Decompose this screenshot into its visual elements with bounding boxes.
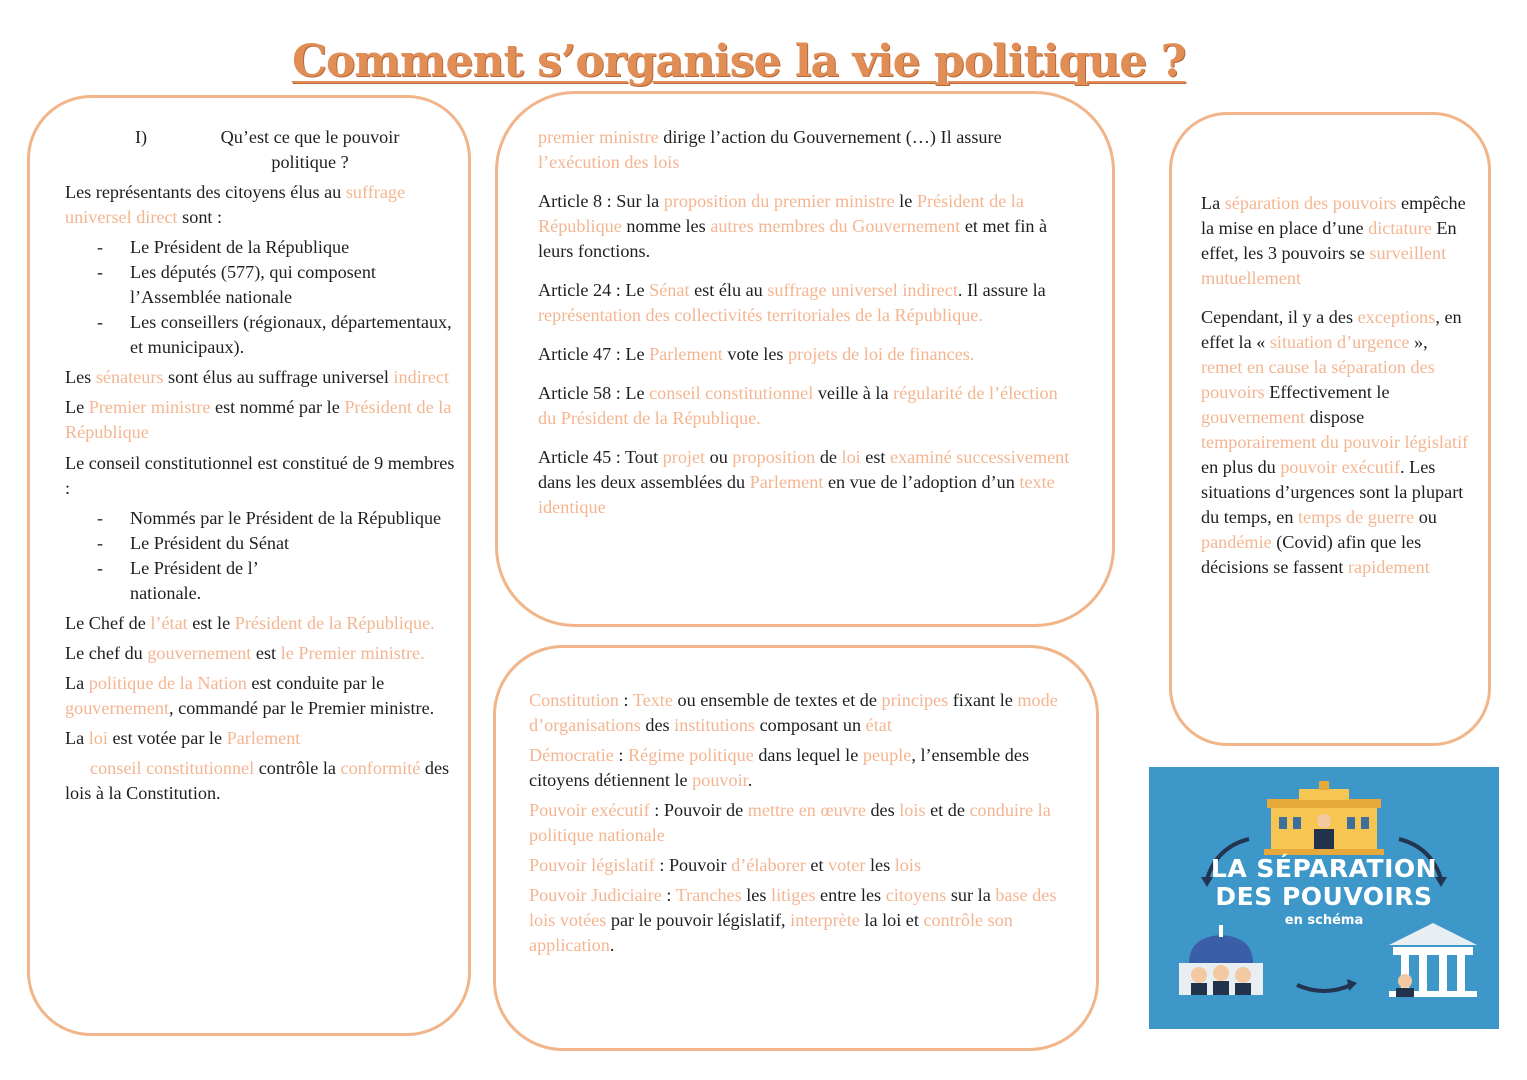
b1-list-conseil <box>65 506 460 606</box>
section-heading <box>135 125 460 175</box>
poster-title <box>1149 855 1499 911</box>
list-item: - Les conseillers (régionaux, départementaux, et municipaux). <box>97 312 452 357</box>
b1-paragraph-3: Le Premier ministre est nommé par le Président de la République <box>65 397 452 442</box>
building-judiciary-icon <box>1389 923 1477 997</box>
b1-paragraph-6: Le chef du gouvernement est le Premier ministre. <box>65 643 425 663</box>
b4-paragraph-1: La séparation des pouvoirs empêche la mise en place d’une dictature En effet, les 3 pouvoirs se surveillent mutuellement <box>1201 193 1466 288</box>
article-45: Article 45 : Tout projet ou proposition de loi est examiné successivement dans les deux assemblées du Parlement en vue de l’adoption d’un texte identique <box>538 447 1070 517</box>
list-item: - Le Président de la République <box>97 237 350 257</box>
b1-list-elus <box>65 235 460 360</box>
poster-title-line2: DES POUVOIRS <box>1215 882 1433 911</box>
list-item: - Le Président de l’ nationale. <box>97 558 258 603</box>
b1-paragraph-2: Les sénateurs sont élus au suffrage universel indirect <box>65 367 450 387</box>
section-number: I) <box>135 127 148 147</box>
definition-democratie: Démocratie : Régime politique dans lequel le peuple, l’ensemble des citoyens détiennent le pouvoir. <box>529 745 1030 790</box>
building-legislative-icon <box>1179 925 1263 995</box>
b2-paragraph-1: premier ministre dirige l’action du Gouvernement (…) Il assure l’exécution des lois <box>538 127 1002 172</box>
b1-paragraph-5: Le Chef de l’état est le Président de la République. <box>65 613 435 633</box>
b4-paragraph-2: Cependant, il y a des exceptions, en effet la « situation d’urgence », remet en cause la séparation des pouvoirs Effectivement le gouvernement dispose temporairement du pouvoir législatif en plus du pouvoir exécutif. Les situations d’urgences sont la plupart du temps, en temps de guerre ou pandémie (Covid) afin que les décisions se fassent rapidement <box>1201 307 1469 577</box>
poster-subtitle: en schéma <box>1284 913 1364 928</box>
list-item: - Le Président du Sénat <box>97 533 290 553</box>
page-title-text: Comment s’organise la vie politique ? <box>292 36 1186 87</box>
article-8: Article 8 : Sur la proposition du premier ministre le Président de la République nomme les autres membres du Gouvernement et met fin à leurs fonctions. <box>538 191 1048 261</box>
b1-paragraph-4: Le conseil constitutionnel est constitué de 9 membres : <box>65 453 455 498</box>
building-executive-icon <box>1264 781 1384 855</box>
article-58: Article 58 : Le conseil constitutionnel veille à la régularité de l’élection du Président de la République. <box>538 383 1058 428</box>
definition-executif: Pouvoir exécutif : Pouvoir de mettre en œuvre des lois et de conduire la politique nationale <box>529 800 1051 845</box>
list-item: - Les députés (577), qui composent l’Assemblée nationale <box>97 262 376 307</box>
b1-paragraph-8: La loi est votée par le Parlement <box>65 728 301 748</box>
article-24: Article 24 : Le Sénat est élu au suffrage universel indirect. Il assure la représentation des collectivités territoriales de la République. <box>538 280 1046 325</box>
definition-legislatif: Pouvoir législatif : Pouvoir d’élaborer et voter les lois <box>529 855 922 875</box>
page-title <box>292 36 1186 87</box>
section-heading-text: Qu’est ce que le pouvoir politique ? <box>220 127 400 172</box>
box3-content <box>529 688 1074 958</box>
box1-content <box>65 125 460 806</box>
b1-paragraph-9: conseil constitutionnel contrôle la conformité des lois à la Constitution. <box>65 758 450 803</box>
definition-judiciaire: Pouvoir Judiciaire : Tranches les litiges entre les citoyens sur la base des lois votées par le pouvoir législatif, interprète la loi et contrôle son application. <box>529 885 1057 955</box>
box2-content <box>538 125 1078 520</box>
article-47: Article 47 : Le Parlement vote les projets de loi de finances. <box>538 344 975 364</box>
box4-content <box>1201 191 1471 580</box>
definition-constitution: Constitution : Texte ou ensemble de textes et de principes fixant le mode d’organisations des institutions composant un état <box>529 690 1058 735</box>
b1-paragraph-1: Les représentants des citoyens élus au suffrage universel direct sont : <box>65 182 406 227</box>
list-item: - Nommés par le Président de la République <box>97 508 442 528</box>
poster-title-line1: LA SÉPARATION <box>1210 854 1438 883</box>
separation-poster <box>1149 767 1499 1029</box>
b1-paragraph-7: La politique de la Nation est conduite par le gouvernement, commandé par le Premier ministre. <box>65 673 435 718</box>
